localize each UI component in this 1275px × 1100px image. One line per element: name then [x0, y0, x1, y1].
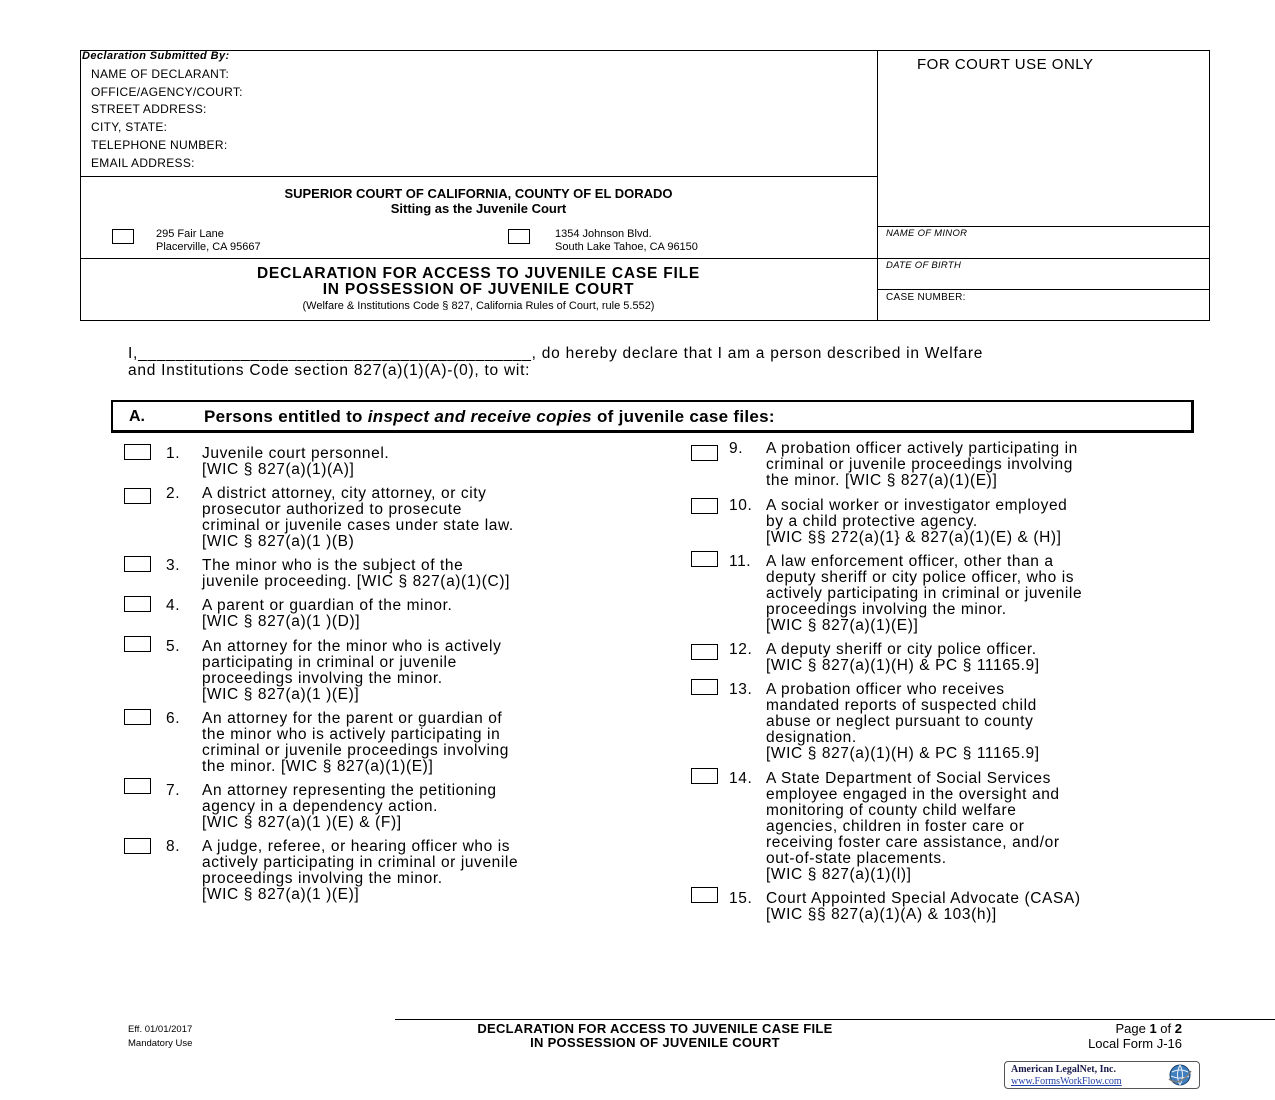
- footer-page-number: [1000, 1021, 1182, 1036]
- declarant-name-blank[interactable]: [138, 343, 604, 361]
- section-a-title-post: of juvenile case files:: [591, 407, 775, 426]
- field-telephone-number: TELEPHONE NUMBER:: [91, 138, 228, 152]
- item-4-checkbox[interactable]: [124, 596, 151, 612]
- court-name: SUPERIOR COURT OF CALIFORNIA, COUNTY OF EL DORADO: [284, 186, 673, 201]
- item-7-checkbox[interactable]: [124, 778, 151, 794]
- item-12-number: 12.: [729, 641, 753, 658]
- section-a-title-em: inspect and receive copies: [367, 407, 592, 426]
- form-title-line1: DECLARATION FOR ACCESS TO JUVENILE CASE FILE: [256, 265, 701, 282]
- item-1-number: 1.: [166, 445, 181, 462]
- item-14-text: A State Department of Social Services employee engaged in the oversight and monitoring of county child welfare agencies, children in foster care or receiving foster care assistance, and/or out-of-state placements. [WIC § 827(a)(1)(l)]: [766, 770, 1060, 883]
- item-9-text: A probation officer actively participating in criminal or juvenile proceedings involving the minor. [WIC § 827(a)(1)(E)]: [766, 440, 1078, 489]
- item-10-checkbox[interactable]: [691, 498, 718, 514]
- item-7-text: An attorney representing the petitioning agency in a dependency action. [WIC § 827(a)(1 )(E) & (F)]: [202, 782, 497, 831]
- case-number-label: CASE NUMBER:: [886, 292, 966, 303]
- footer-title-line2: IN POSSESSION OF JUVENILE COURT: [530, 1035, 780, 1050]
- item-5-checkbox[interactable]: [124, 636, 151, 652]
- field-city-state: CITY, STATE:: [91, 120, 168, 134]
- item-15-text: Court Appointed Special Advocate (CASA) [WIC §§ 827(a)(1)(A) & 103(h)]: [766, 890, 1081, 923]
- date-of-birth-field[interactable]: [878, 273, 1209, 288]
- declaration-line2: and Institutions Code section 827(a)(1)(A)-(0), to wit:: [128, 362, 531, 379]
- item-8-checkbox[interactable]: [124, 838, 151, 854]
- court-use-only-label: FOR COURT USE ONLY: [917, 56, 1094, 73]
- declaration-line1: I,__________________________________________, do hereby declare that I am a person described in Welfare: [128, 345, 984, 362]
- form-title-line2: IN POSSESSION OF JUVENILE COURT: [322, 281, 635, 298]
- form-title-citation: (Welfare & Institutions Code § 827, California Rules of Court, rule 5.552): [302, 300, 655, 312]
- name-of-minor-label: NAME OF MINOR: [886, 228, 968, 239]
- page-total: 2: [1174, 1021, 1182, 1036]
- location-placerville-checkbox[interactable]: [112, 229, 134, 244]
- field-street-address: STREET ADDRESS:: [91, 102, 207, 116]
- item-11-text: A law enforcement officer, other than a deputy sheriff or city police officer, who is actively participating in criminal or juvenile proceedings involving the minor. [WIC § 827(a)(1)(E)]: [766, 553, 1083, 634]
- location-south-lake-tahoe-checkbox[interactable]: [508, 229, 530, 244]
- name-of-minor-field[interactable]: [878, 242, 1209, 258]
- item-8-number: 8.: [166, 838, 181, 855]
- item-5-number: 5.: [166, 638, 181, 655]
- item-4-text: A parent or guardian of the minor. [WIC § 827(a)(1 )(D)]: [202, 597, 453, 630]
- item-12-text: A deputy sheriff or city police officer. [WIC § 827(a)(1)(H) & PC § 11165.9]: [766, 641, 1040, 674]
- item-9-checkbox[interactable]: [691, 445, 718, 461]
- item-5-text: An attorney for the minor who is actively participating in criminal or juvenile proceedings involving the minor. [WIC § 827(a)(1 )(E)]: [202, 638, 502, 703]
- item-1-checkbox[interactable]: [124, 444, 151, 460]
- case-number-field[interactable]: [960, 290, 1209, 320]
- item-13-checkbox[interactable]: [691, 679, 718, 695]
- page-label: Page: [1115, 1021, 1150, 1036]
- logo-company-name: American LegalNet, Inc.: [1011, 1064, 1116, 1075]
- field-name-of-declarant: NAME OF DECLARANT:: [91, 67, 230, 81]
- footer-title-line1: DECLARATION FOR ACCESS TO JUVENILE CASE FILE: [477, 1021, 833, 1036]
- location-placerville-line1: 295 Fair Lane: [156, 228, 224, 240]
- field-office-agency-court: OFFICE/AGENCY/COURT:: [91, 85, 243, 99]
- item-10-text: A social worker or investigator employed by a child protective agency. [WIC §§ 272(a)(1} & 827(a)(1)(E) & (H)]: [766, 497, 1068, 546]
- item-11-number: 11.: [729, 553, 752, 570]
- item-1-text: Juvenile court personnel. [WIC § 827(a)(1)(A)]: [202, 445, 390, 478]
- item-15-number: 15.: [729, 890, 753, 907]
- header-divider-title: [80, 258, 1210, 259]
- item-15-checkbox[interactable]: [691, 887, 718, 903]
- item-14-checkbox[interactable]: [691, 768, 718, 784]
- location-placerville-line2: Placerville, CA 95667: [156, 241, 261, 253]
- section-a-title: [204, 407, 775, 427]
- footer-effective-date: Eff. 01/01/2017: [128, 1024, 193, 1035]
- court-subtitle: Sitting as the Juvenile Court: [390, 201, 567, 216]
- globe-icon: [1167, 1063, 1193, 1087]
- section-a-letter: A.: [129, 408, 145, 425]
- location-south-lake-tahoe-line1: 1354 Johnson Blvd.: [555, 228, 652, 240]
- item-3-text: The minor who is the subject of the juvenile proceeding. [WIC § 827(a)(1)(C)]: [202, 557, 511, 590]
- item-13-text: A probation officer who receives mandated reports of suspected child abuse or neglect pursuant to county designation. [WIC § 827(a)(1)(H) & PC § 11165.9]: [766, 681, 1040, 762]
- item-9-number: 9.: [729, 440, 744, 457]
- footer-local-form: Local Form J-16: [1088, 1036, 1182, 1051]
- item-3-number: 3.: [166, 557, 181, 574]
- item-6-checkbox[interactable]: [124, 709, 151, 725]
- logo-url: www.FormsWorkFlow.com: [1011, 1076, 1122, 1087]
- item-10-number: 10.: [729, 497, 753, 514]
- header-divider-court: [80, 176, 877, 177]
- section-a-title-pre: Persons entitled to: [204, 407, 368, 426]
- item-13-number: 13.: [729, 681, 753, 698]
- header-divider-minor: [877, 226, 1210, 227]
- page-current: 1: [1149, 1021, 1157, 1036]
- item-8-text: A judge, referee, or hearing officer who is actively participating in criminal or juvenile proceedings involving the minor. [WIC § 827(a)(1 )(E)]: [202, 838, 519, 903]
- item-6-text: An attorney for the parent or guardian of the minor who is actively participating in criminal or juvenile proceedings involving the minor. [WIC § 827(a)(1)(E)]: [202, 710, 509, 775]
- item-14-number: 14.: [729, 770, 753, 787]
- submitted-by-label: Declaration Submitted By:: [82, 50, 230, 62]
- location-south-lake-tahoe-line2: South Lake Tahoe, CA 96150: [555, 241, 698, 253]
- footer-mandatory-use: Mandatory Use: [128, 1038, 193, 1049]
- footer-rule: [395, 1019, 1275, 1020]
- page-of: of: [1156, 1021, 1175, 1036]
- item-4-number: 4.: [166, 597, 181, 614]
- item-2-checkbox[interactable]: [124, 488, 151, 504]
- american-legalnet-logo[interactable]: [1004, 1061, 1200, 1089]
- item-7-number: 7.: [166, 782, 181, 799]
- field-email-address: EMAIL ADDRESS:: [91, 156, 195, 170]
- item-12-checkbox[interactable]: [691, 644, 718, 660]
- date-of-birth-label: DATE OF BIRTH: [886, 260, 962, 271]
- item-11-checkbox[interactable]: [691, 551, 718, 567]
- item-2-text: A district attorney, city attorney, or city prosecutor authorized to prosecute criminal or juvenile cases under state law. [WIC § 827(a)(1 )(B): [202, 485, 514, 550]
- item-2-number: 2.: [166, 485, 181, 502]
- section-a-header: [111, 400, 1194, 433]
- item-3-checkbox[interactable]: [124, 556, 151, 572]
- item-6-number: 6.: [166, 710, 181, 727]
